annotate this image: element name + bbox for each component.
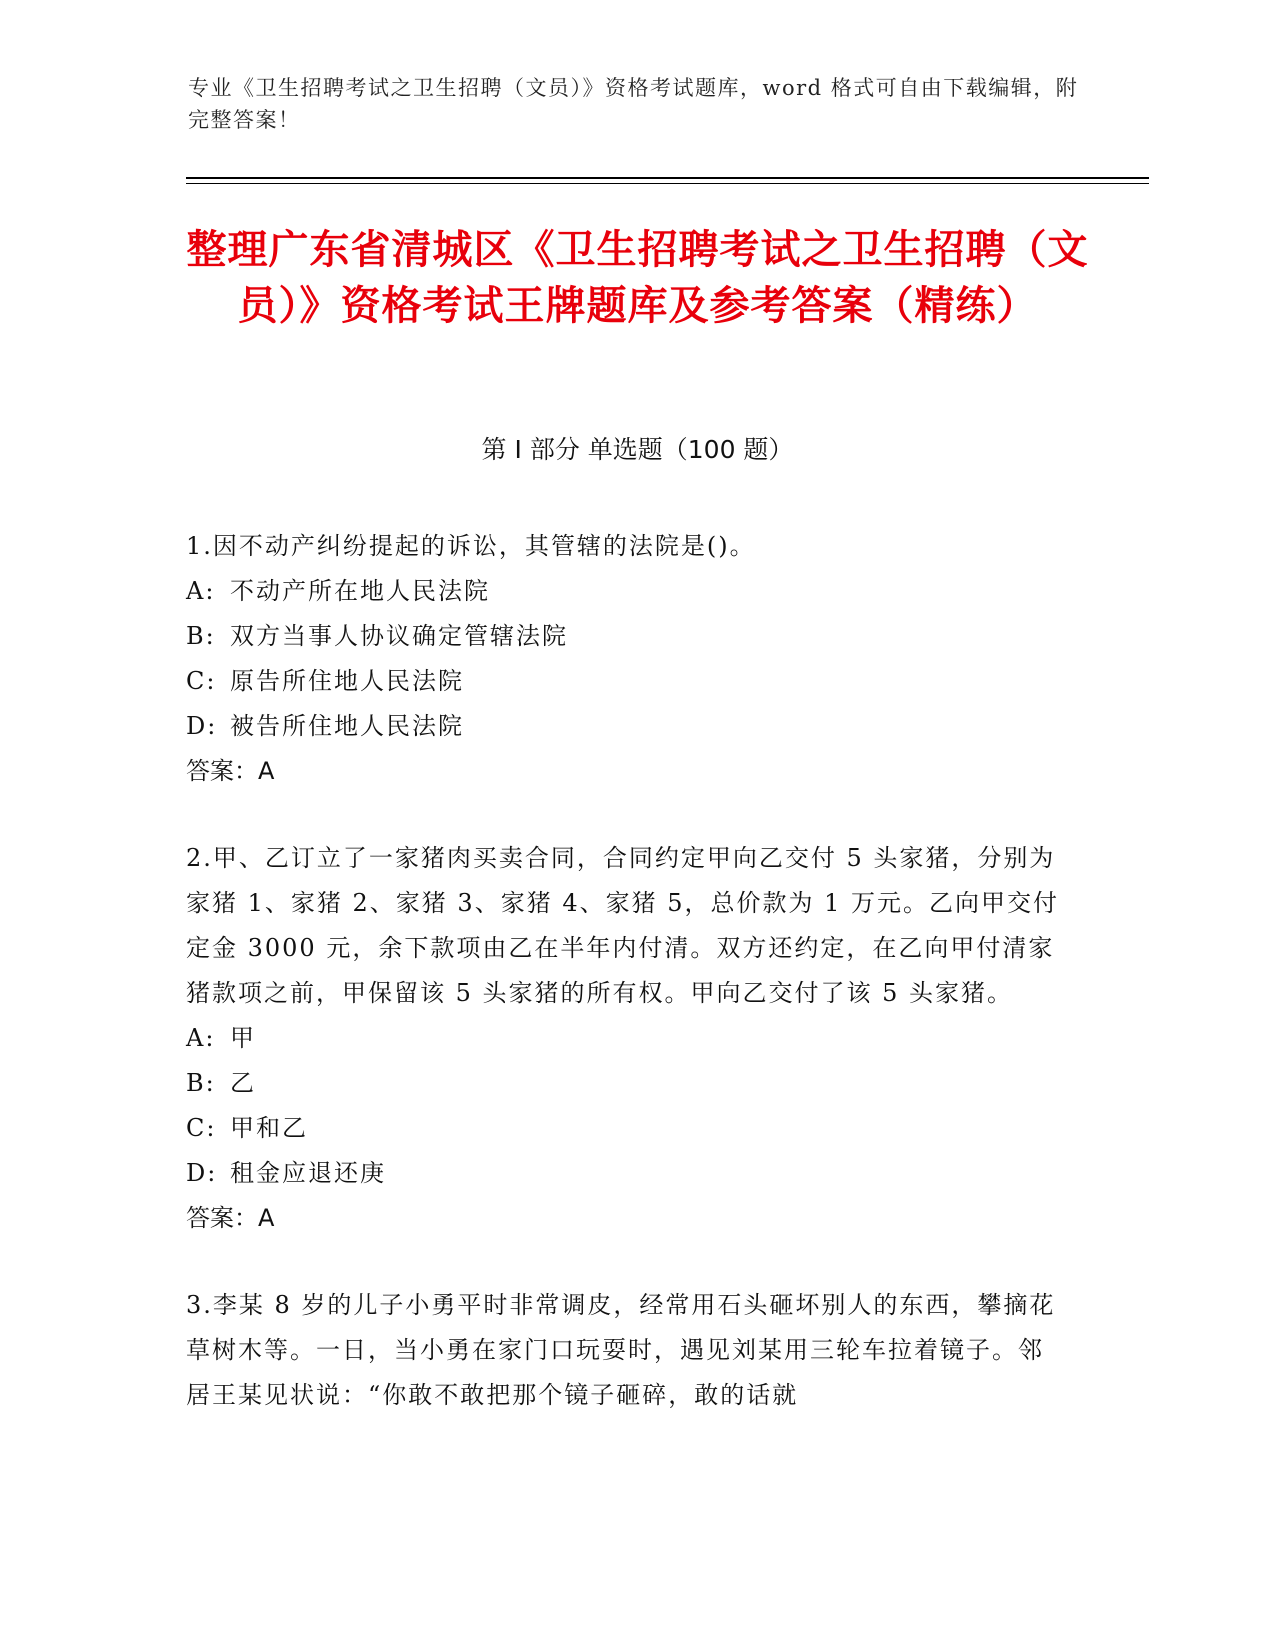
option-c bbox=[186, 659, 1066, 704]
option-text: 双方当事人协议确定管辖法院 bbox=[230, 622, 568, 650]
option-key: C: bbox=[186, 667, 217, 695]
question-1 bbox=[186, 524, 1066, 794]
option-text: 租金应退还庚 bbox=[230, 1159, 386, 1187]
question-stem: 3.李某 8 岁的儿子小勇平时非常调皮，经常用石头砸坏别人的东西，攀摘花草树木等。一日，当小勇在家门口玩耍时，遇见刘某用三轮车拉着镜子。邻居王某见状说：“你敢不敢把那个镜子砸碎，敢的话就 bbox=[186, 1291, 1056, 1409]
option-key: A: bbox=[186, 1024, 216, 1052]
option-text: 乙 bbox=[230, 1069, 256, 1097]
option-text: 被告所住地人民法院 bbox=[230, 712, 464, 740]
option-b bbox=[186, 1061, 1066, 1106]
header-note: 专业《卫生招聘考试之卫生招聘（文员）》资格考试题库，word 格式可自由下载编辑，附完整答案！ bbox=[188, 76, 1079, 132]
option-key: D: bbox=[186, 1159, 218, 1187]
option-text: 甲 bbox=[230, 1024, 256, 1052]
question-stem: 2.甲、乙订立了一家猪肉买卖合同，合同约定甲向乙交付 5 头家猪，分别为家猪 1、家猪 2、家猪 3、家猪 4、家猪 5，总价款为 1 万元。乙向甲交付定金 3000 元，余下款项由乙在半年内付清。双方还约定，在乙向甲付清家猪款项之前，甲保留该 5 头家猪的所有权。甲向乙交付了该 5 头家猪。 bbox=[186, 844, 1060, 1007]
option-key: D: bbox=[186, 712, 218, 740]
option-key: B: bbox=[186, 1069, 216, 1097]
question-3 bbox=[186, 1283, 1066, 1418]
option-key: C: bbox=[186, 1114, 217, 1142]
answer-line: 答案：A bbox=[186, 757, 275, 785]
option-a bbox=[186, 1016, 1066, 1061]
option-text: 不动产所在地人民法院 bbox=[230, 577, 490, 605]
header-rule-thick bbox=[186, 177, 1149, 179]
question-list bbox=[186, 524, 1066, 1460]
option-d bbox=[186, 704, 1066, 749]
header-rule-thin bbox=[186, 183, 1149, 184]
answer-line: 答案：A bbox=[186, 1204, 275, 1232]
question-stem: 1.因不动产纠纷提起的诉讼，其管辖的法院是()。 bbox=[186, 532, 756, 560]
option-key: B: bbox=[186, 622, 216, 650]
option-text: 甲和乙 bbox=[230, 1114, 308, 1142]
question-2 bbox=[186, 836, 1066, 1241]
section-heading: 第 I 部分 单选题（100 题） bbox=[481, 435, 794, 464]
option-b bbox=[186, 614, 1066, 659]
option-text: 原告所住地人民法院 bbox=[230, 667, 464, 695]
option-key: A: bbox=[186, 577, 216, 605]
option-d bbox=[186, 1151, 1066, 1196]
option-c bbox=[186, 1106, 1066, 1151]
option-a bbox=[186, 569, 1066, 614]
document-title: 整理广东省清城区《卫生招聘考试之卫生招聘（文员）》资格考试王牌题库及参考答案（精练） bbox=[186, 227, 1089, 329]
